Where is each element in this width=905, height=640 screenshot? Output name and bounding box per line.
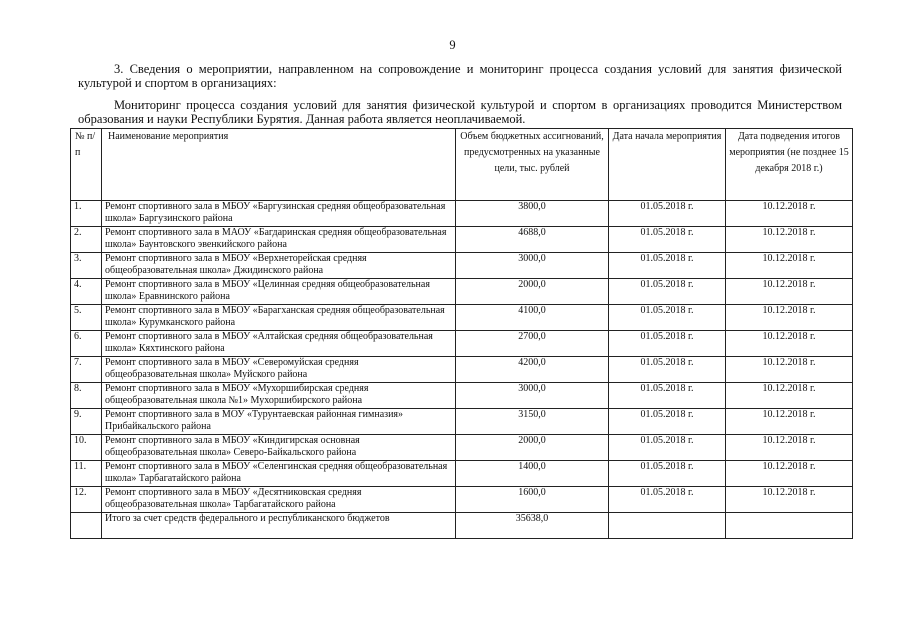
row-num: 4. [71,279,102,305]
row-num: 3. [71,253,102,279]
table-body [71,201,853,539]
row-end-date: 10.12.2018 г. [726,487,853,513]
events-table [70,128,853,539]
total-end-empty [726,513,853,539]
row-start-date: 01.05.2018 г. [609,253,726,279]
row-start-date: 01.05.2018 г. [609,227,726,253]
row-name: Ремонт спортивного зала в МБОУ «Целинная средняя общеобразовательная школа» Еравнинского района [102,279,456,305]
table-row [71,409,853,435]
row-end-date: 10.12.2018 г. [726,357,853,383]
row-start-date: 01.05.2018 г. [609,487,726,513]
row-name: Ремонт спортивного зала в МБОУ «Северомуйская средняя общеобразовательная школа» Муйского района [102,357,456,383]
row-end-date: 10.12.2018 г. [726,227,853,253]
row-num: 12. [71,487,102,513]
total-label: Итого за счет средств федерального и республиканского бюджетов [102,513,456,539]
row-end-date: 10.12.2018 г. [726,461,853,487]
row-end-date: 10.12.2018 г. [726,201,853,227]
header-num: № п/п [71,129,102,201]
row-end-date: 10.12.2018 г. [726,305,853,331]
row-budget: 3800,0 [456,201,609,227]
row-num: 8. [71,383,102,409]
total-budget: 35638,0 [456,513,609,539]
header-name: Наименование мероприятия [102,129,456,201]
row-num: 10. [71,435,102,461]
row-budget: 2000,0 [456,435,609,461]
monitoring-paragraph [78,98,842,126]
row-end-date: 10.12.2018 г. [726,409,853,435]
table-row [71,331,853,357]
table-row [71,435,853,461]
row-end-date: 10.12.2018 г. [726,253,853,279]
header-budget: Объем бюджетных ассигнований, предусмотренных на указанные цели, тыс. рублей [456,129,609,201]
page-number: 9 [449,38,456,52]
row-name: Ремонт спортивного зала в МБОУ «Селенгинская средняя общеобразовательная школа» Тарбагатайского района [102,461,456,487]
row-num: 1. [71,201,102,227]
row-budget: 4200,0 [456,357,609,383]
row-start-date: 01.05.2018 г. [609,201,726,227]
row-name: Ремонт спортивного зала в МБОУ «Верхнеторейская средняя общеобразовательная школа» Джидинского района [102,253,456,279]
row-budget: 2700,0 [456,331,609,357]
monitoring-paragraph-text: Мониторинг процесса создания условий для занятия физической культурой и спортом в организациях проводится Министерством образования и науки Республики Бурятия. Данная работа является неоплачиваемой. [78,98,842,126]
row-num: 2. [71,227,102,253]
table-row [71,279,853,305]
row-name: Ремонт спортивного зала в МБОУ «Баргузинская средняя общеобразовательная школа» Баргузинского района [102,201,456,227]
row-start-date: 01.05.2018 г. [609,305,726,331]
row-start-date: 01.05.2018 г. [609,357,726,383]
row-start-date: 01.05.2018 г. [609,409,726,435]
table-row [71,461,853,487]
table-row [71,305,853,331]
section-paragraph [78,62,842,90]
row-name: Ремонт спортивного зала в МБОУ «Десятниковская средняя общеобразовательная школа» Тарбагатайского района [102,487,456,513]
row-name: Ремонт спортивного зала в МАОУ «Багдаринская средняя общеобразовательная школа» Баунтовского эвенкийского района [102,227,456,253]
row-start-date: 01.05.2018 г. [609,383,726,409]
row-num: 5. [71,305,102,331]
row-start-date: 01.05.2018 г. [609,435,726,461]
table-row [71,357,853,383]
table-row [71,227,853,253]
row-num: 7. [71,357,102,383]
row-name: Ремонт спортивного зала в МОУ «Турунтаевская районная гимназия» Прибайкальского района [102,409,456,435]
row-end-date: 10.12.2018 г. [726,279,853,305]
row-budget: 3000,0 [456,253,609,279]
row-end-date: 10.12.2018 г. [726,383,853,409]
table-header [71,129,853,201]
header-start-date: Дата начала мероприятия [609,129,726,201]
row-num: 11. [71,461,102,487]
row-budget: 3000,0 [456,383,609,409]
row-name: Ремонт спортивного зала в МБОУ «Алтайская средняя общеобразовательная школа» Кяхтинского района [102,331,456,357]
row-end-date: 10.12.2018 г. [726,331,853,357]
table-row [71,383,853,409]
table-row [71,487,853,513]
section-paragraph-text: 3. Сведения о мероприятии, направленном на сопровождение и мониторинг процесса создания условий для занятия физической культурой и спортом в организациях: [78,62,842,90]
header-row [71,129,853,201]
row-name: Ремонт спортивного зала в МБОУ «Мухоршибирская средняя общеобразовательная школа №1» Мухоршибирского района [102,383,456,409]
row-start-date: 01.05.2018 г. [609,279,726,305]
row-start-date: 01.05.2018 г. [609,331,726,357]
row-name: Ремонт спортивного зала в МБОУ «Барагханская средняя общеобразовательная школа» Курумканского района [102,305,456,331]
row-start-date: 01.05.2018 г. [609,461,726,487]
header-end-date: Дата подведения итогов мероприятия (не позднее 15 декабря 2018 г.) [726,129,853,201]
row-budget: 4100,0 [456,305,609,331]
total-row [71,513,853,539]
total-num-empty [71,513,102,539]
table-row [71,253,853,279]
total-start-empty [609,513,726,539]
row-name: Ремонт спортивного зала в МБОУ «Киндигирская основная общеобразовательная школа» Северо-Байкальского района [102,435,456,461]
row-end-date: 10.12.2018 г. [726,435,853,461]
row-num: 9. [71,409,102,435]
row-num: 6. [71,331,102,357]
row-budget: 2000,0 [456,279,609,305]
row-budget: 1400,0 [456,461,609,487]
table-row [71,201,853,227]
row-budget: 4688,0 [456,227,609,253]
row-budget: 1600,0 [456,487,609,513]
row-budget: 3150,0 [456,409,609,435]
